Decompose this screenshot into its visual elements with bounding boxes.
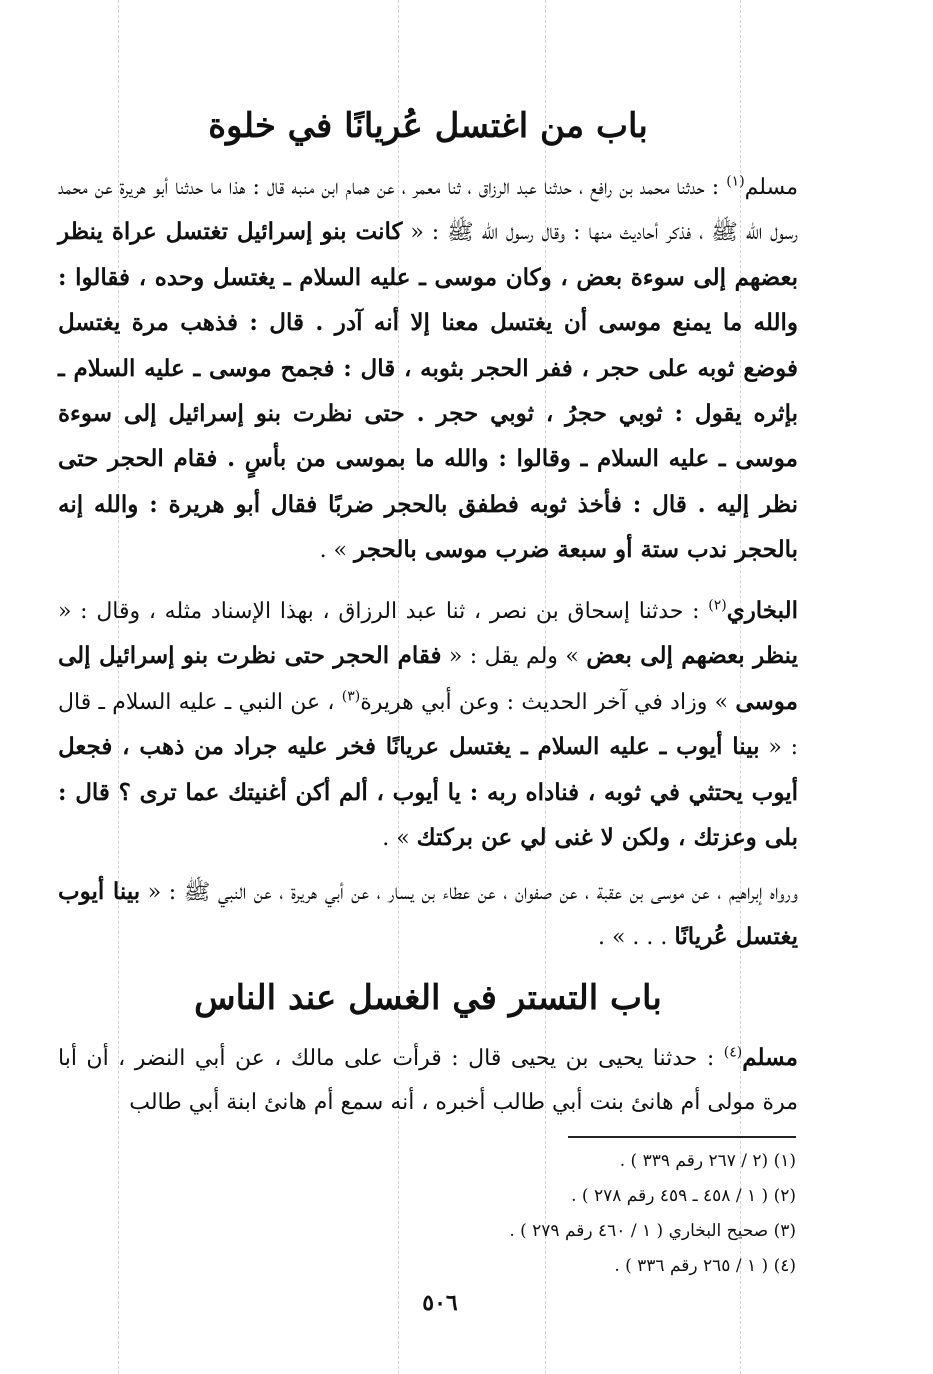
text-run: : حدثنا إسحاق بن نصر ، ثنا عبد الرزاق ، بهذا الإسناد مثله ، وقال : « bbox=[58, 599, 709, 624]
footnote-separator bbox=[568, 1136, 796, 1138]
text-run: » وزاد في آخر الحديث : وعن أبي هريرة bbox=[360, 689, 736, 715]
bold-run: فقام الحجر حتى نظرت بنو إسرائيل إلى موسى bbox=[58, 642, 798, 715]
text-run: ورواه إبراهيم ، عن موسى بن عقبة ، عن صفوان ، عن عطاء بن يسار ، عن أبي هريرة ، عن النبي ﷺ : « bbox=[140, 880, 799, 905]
bold-run: ينظر بعضهم إلى بعض bbox=[586, 642, 798, 670]
bold-run: البخاري bbox=[726, 597, 798, 624]
text-run: : حدثنا محمد بن رافع ، حدثنا عبد الرزاق ، ثنا معمر ، عن همام ابن منبه قال : هذا ما حدثنا أبو هريرة عن محمد رسول الله ﷺ ، فذكر أحاديث منها : وقال رسول الله ﷺ : « bbox=[58, 175, 798, 246]
footnote-3: (٣) صحيح البخاري ( ١ / ٤٦٠ رقم ٢٧٩ ) . bbox=[509, 1221, 796, 1241]
hadith-paragraph-4 bbox=[58, 1036, 838, 1126]
section-heading-1: باب من اغتسل عُريانًا في خلوة bbox=[208, 106, 648, 146]
hadith-paragraph-1 bbox=[58, 166, 838, 574]
footnote-ref: (١) bbox=[726, 173, 745, 190]
text-run: » . bbox=[319, 538, 355, 564]
text-run: : حدثنا يحيى بن يحيى قال : قرأت على مالك ، عن أبي النضر ، أن أبا مرة مولى أم هانئ بنت أبي طالب أخبره ، أنه سمع أم هانئ ابنة أبي طالب bbox=[58, 1046, 798, 1116]
footnote-ref: (٤) bbox=[723, 1044, 743, 1061]
bold-run: بينا أيوب ـ عليه السلام ـ يغتسل عريانًا فخر عليه جراد من ذهب ، فجعل أيوب يحتثي في ثوبه ، فناداه ربه : يا أيوب ، ألم أكن أغنيتك عما ترى ؟ قال : بلى وعزتك ، ولكن لا غنى لي عن بركتك bbox=[58, 733, 798, 852]
text-run: » . bbox=[382, 826, 417, 852]
text-run: » ولم يقل : « bbox=[441, 644, 587, 670]
text-run: . . . » . bbox=[597, 925, 675, 951]
text-run: ، عن النبي ـ عليه السلام ـ قال : « bbox=[58, 689, 798, 761]
footnote-ref: (٣) bbox=[341, 688, 361, 705]
footnotes bbox=[200, 1144, 796, 1284]
page-number: ٥٠٦ bbox=[422, 1290, 458, 1316]
hadith-paragraph-3 bbox=[58, 870, 838, 961]
footnote-4: (٤) ( ١ / ٢٦٥ رقم ٣٣٦ ) . bbox=[614, 1256, 796, 1276]
footnote-ref: (٢) bbox=[708, 597, 727, 614]
hadith-paragraph-2 bbox=[58, 589, 838, 861]
section-heading-2: باب التستر في الغسل عند الناس bbox=[194, 978, 662, 1018]
footnote-2: (٢) ( ١ / ٤٥٨ ـ ٤٥٩ رقم ٢٧٨ ) . bbox=[571, 1186, 796, 1206]
bold-run: بينا أيوب يغتسل عُريانًا bbox=[58, 878, 798, 951]
text-run: مسلم bbox=[744, 175, 798, 200]
bold-run: كانت بنو إسرائيل تغتسل عراة ينظر بعضهم إلى سوءة بعض ، وكان موسى ـ عليه السلام ـ يغتسل وحده ، فقالوا : والله ما يمنع موسى أن يغتسل معنا إلا أنه آدر . قال : فذهب مرة يغتسل فوضع ثوبه على حجر ، ففر الحجر بثوبه ، قال : فجمح موسى ـ عليه السلام ـ بإثره يقول : ثوبي حجرُ ، ثوبي حجر . حتى نظرت بنو إسرائيل إلى سوءة موسى ـ عليه السلام ـ وقالوا : والله ما بموسى من بأسٍ . فقام الحجر حتى نظر إليه . قال : فأخذ ثوبه فطفق بالحجر ضربًا فقال أبو هريرة : والله إنه بالحجر ندب ستة أو سبعة ضرب موسى بالحجر bbox=[58, 218, 798, 564]
bold-run: مسلم bbox=[742, 1044, 798, 1071]
footnote-1: (١) (٢ / ٢٦٧ رقم ٣٣٩ ) . bbox=[619, 1151, 796, 1171]
